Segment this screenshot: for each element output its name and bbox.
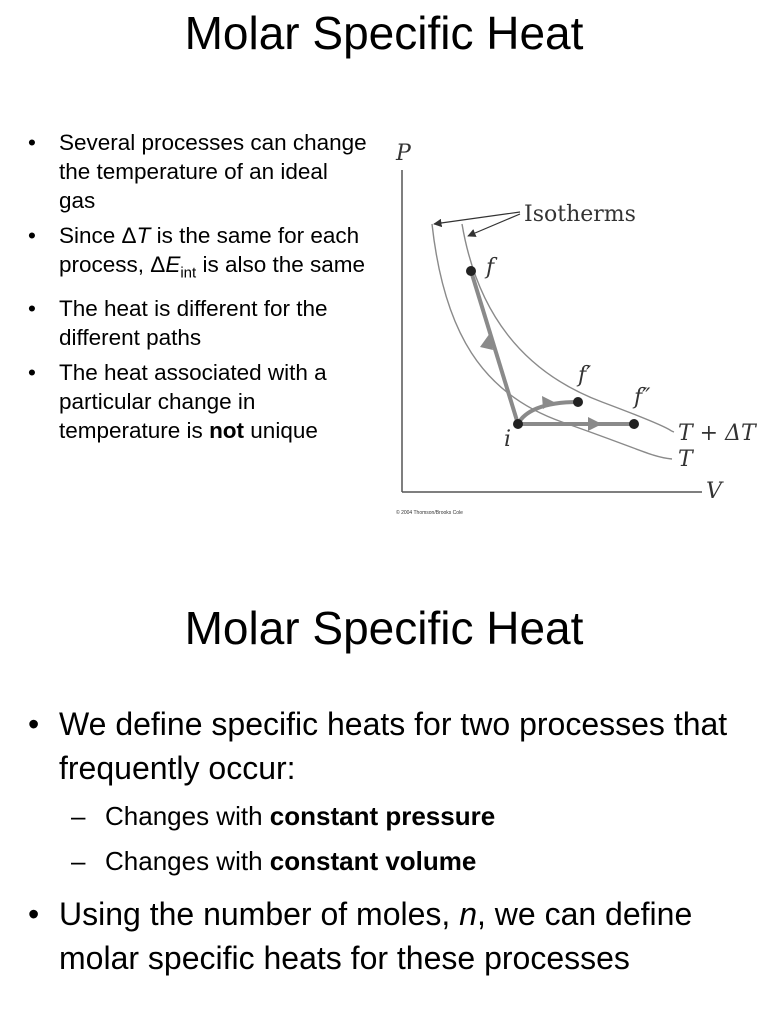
point-i-label: i xyxy=(504,427,512,452)
p-axis-label: P xyxy=(396,141,411,166)
bullet-item: • Using the number of moles, n, we can define molar specific heats for these processes xyxy=(28,892,758,980)
bullet-item: • Since ΔT is the same for each process, $\Delta E_{int}$ is also the same xyxy=(28,221,368,288)
point-i xyxy=(513,419,523,429)
path-i-f xyxy=(471,271,518,424)
isotherms-arrow-1 xyxy=(434,212,520,224)
isotherms-arrow-2 xyxy=(468,214,520,236)
arrow-i-f1 xyxy=(542,396,554,409)
slide-title: Molar Specific Heat xyxy=(184,7,584,59)
v-axis-label: V xyxy=(706,479,722,504)
bullet-list xyxy=(28,702,758,982)
sub-bullet-list xyxy=(59,794,758,884)
pv-diagram xyxy=(382,132,768,522)
point-f2 xyxy=(629,419,639,429)
copyright-note: © 2004 Thomson/Brooks Cole xyxy=(396,510,463,516)
bullet-item: • Several processes can change the temperature of an ideal gas xyxy=(28,128,368,215)
slide-title: Molar Specific Heat xyxy=(184,602,584,654)
isotherm-high-label: T + ΔT xyxy=(678,421,756,446)
bullet-item: • The heat associated with a particular change in temperature is not unique xyxy=(28,358,368,445)
point-f2-label: f″ xyxy=(634,385,651,410)
bullet-item: • We define specific heats for two processes that frequently occur: – Changes with constant pressure – Changes with constant volume xyxy=(28,702,758,884)
isotherm-low-label: T xyxy=(678,447,693,472)
point-f1 xyxy=(573,397,583,407)
point-f xyxy=(466,266,476,276)
sub-bullet-item: – Changes with constant pressure xyxy=(71,794,758,839)
bullet-list xyxy=(28,128,368,451)
arrow-i-f2 xyxy=(588,417,602,431)
slide-2 xyxy=(0,580,768,1024)
isotherms-label: Isotherms xyxy=(524,202,636,227)
point-f-label: f xyxy=(486,255,495,280)
point-f1-label: f′ xyxy=(578,363,592,388)
sub-bullet-item: – Changes with constant volume xyxy=(71,839,758,884)
bullet-item: • The heat is different for the different paths xyxy=(28,294,368,352)
